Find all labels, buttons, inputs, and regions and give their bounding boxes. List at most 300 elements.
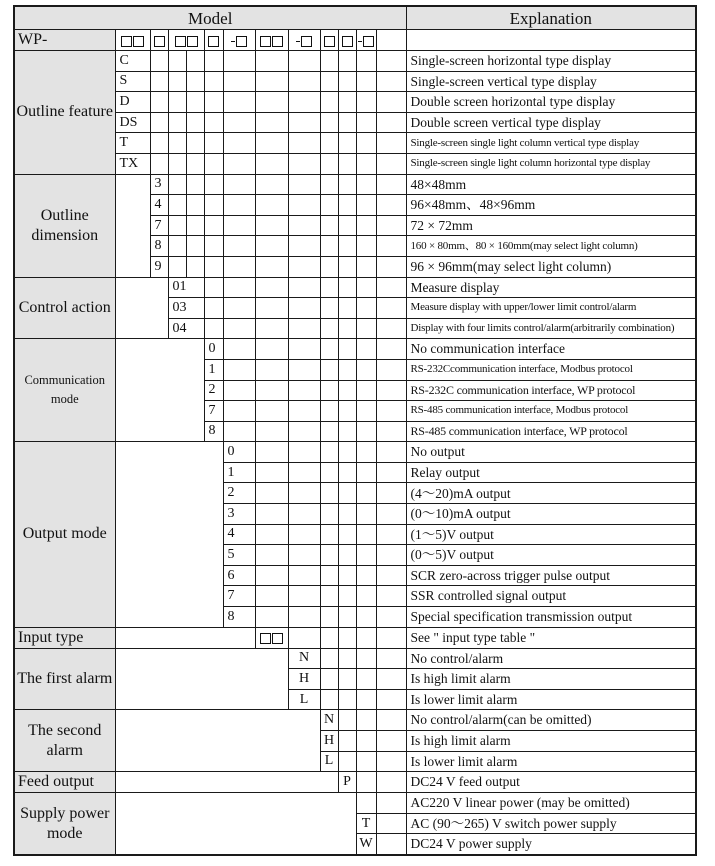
empty-cell [204, 51, 223, 72]
empty-cell [204, 256, 223, 277]
empty-cell [186, 215, 204, 236]
output-mode-explanation: Special specification transmission output [406, 607, 696, 628]
empty-cell [288, 174, 320, 195]
empty-cell [376, 401, 406, 422]
empty-cell [356, 442, 376, 463]
feed-output-row [14, 772, 696, 793]
empty-cell [320, 215, 338, 236]
empty-cell [204, 92, 223, 113]
empty-cell [223, 215, 255, 236]
empty-cell [376, 71, 406, 92]
empty-cell [320, 689, 338, 710]
empty-cell [356, 751, 376, 772]
empty-cell [356, 607, 376, 628]
empty-cell [288, 277, 320, 298]
empty-cell [223, 256, 255, 277]
outline-dimension-explanation: 96 × 96mm(may select light column) [406, 256, 696, 277]
empty-cell [186, 92, 204, 113]
empty-cell [338, 462, 356, 483]
empty-cell [320, 256, 338, 277]
empty-cell [223, 195, 255, 216]
empty-cell [320, 153, 338, 174]
empty-cell [338, 195, 356, 216]
empty-cell [223, 112, 255, 133]
second-alarm-code: N [320, 710, 338, 731]
first-alarm-explanation: Is lower limit alarm [406, 689, 696, 710]
slot-input-type [255, 30, 288, 51]
empty-cell [376, 277, 406, 298]
empty-cell [338, 112, 356, 133]
empty-cell [204, 174, 223, 195]
outline-feature-code: DS [115, 112, 150, 133]
empty-cell [338, 731, 356, 752]
slot-first-alarm [288, 30, 320, 51]
empty-cell [320, 565, 338, 586]
empty-cell [320, 401, 338, 422]
empty-cell [356, 772, 376, 793]
empty-cell [320, 112, 338, 133]
communication-mode-code: 7 [204, 401, 223, 422]
outline-feature-explanation: Single-screen horizontal type display [406, 51, 696, 72]
empty-cell [223, 339, 255, 360]
model-header: Model [14, 6, 406, 30]
empty-cell [376, 710, 406, 731]
communication-mode-code: 1 [204, 359, 223, 380]
explanation-header: Explanation [406, 6, 696, 30]
empty-cell [255, 462, 288, 483]
empty-cell [356, 731, 376, 752]
slot-outline-dimension [150, 30, 168, 51]
empty-cell [356, 339, 376, 360]
empty-cell [320, 174, 338, 195]
supply-power-explanation: DC24 V power supply [406, 834, 696, 855]
empty-cell [288, 545, 320, 566]
outline-feature-row [14, 153, 696, 174]
empty-cell [338, 483, 356, 504]
empty-cell [204, 112, 223, 133]
empty-cell [255, 71, 288, 92]
outline-dimension-explanation: 96×48mm、48×96mm [406, 195, 696, 216]
empty-cell [168, 133, 186, 154]
empty-cell [376, 92, 406, 113]
empty-cell [376, 153, 406, 174]
empty-cell [320, 133, 338, 154]
supply-power-explanation: AC220 V linear power (may be omitted) [406, 793, 696, 814]
empty-cell [150, 71, 168, 92]
empty-cell [168, 215, 186, 236]
empty-cell [150, 153, 168, 174]
supply-power-row [14, 793, 696, 814]
empty-cell [376, 51, 406, 72]
control-action-row [14, 277, 696, 298]
outline-dimension-code: 3 [150, 174, 168, 195]
slot-supply-power [356, 30, 376, 51]
control-action-explanation: Measure display with upper/lower limit control/alarm [406, 298, 696, 319]
outline-dimension-explanation: 48×48mm [406, 174, 696, 195]
empty-cell [356, 236, 376, 257]
empty-cell [338, 524, 356, 545]
communication-mode-explanation: RS-485 communication interface, WP protocol [406, 421, 696, 442]
outline-feature-code: C [115, 51, 150, 72]
supply-power-code: W [356, 834, 376, 855]
second-alarm-explanation: Is lower limit alarm [406, 751, 696, 772]
empty-cell [376, 731, 406, 752]
feed-output-code: P [338, 772, 356, 793]
output-mode-explanation: (0～10)mA output [406, 504, 696, 525]
slot-control-action [168, 30, 204, 51]
empty-cell [376, 462, 406, 483]
second-alarm-code: L [320, 751, 338, 772]
empty-cell [338, 689, 356, 710]
empty-cell [150, 51, 168, 72]
empty-cell [338, 421, 356, 442]
empty-cell [356, 586, 376, 607]
empty-cell [356, 71, 376, 92]
empty-cell [338, 586, 356, 607]
output-mode-explanation: (0～5)V output [406, 545, 696, 566]
communication-mode-label: Communication mode [14, 339, 115, 442]
empty-cell [223, 51, 255, 72]
empty-cell [288, 112, 320, 133]
communication-mode-explanation: RS-485 communication interface, Modbus protocol [406, 401, 696, 422]
model-selection-table [13, 5, 697, 856]
outline-dimension-label: Outline dimension [14, 174, 115, 277]
empty-cell [320, 504, 338, 525]
empty-cell [223, 298, 255, 319]
empty-cell [288, 380, 320, 401]
empty-cell [168, 256, 186, 277]
empty-cell [255, 483, 288, 504]
empty-cell [376, 669, 406, 690]
communication-mode-explanation: RS-232C communication interface, WP protocol [406, 380, 696, 401]
empty-cell [288, 565, 320, 586]
empty-cell [320, 524, 338, 545]
communication-mode-explanation: RS-232Ccommunication interface, Modbus protocol [406, 359, 696, 380]
output-mode-explanation: SCR zero-across trigger pulse output [406, 565, 696, 586]
empty-cell [376, 195, 406, 216]
empty-cell [288, 236, 320, 257]
empty-cell [376, 133, 406, 154]
outline-dimension-explanation: 160 × 80mm、80 × 160mm(may select light column) [406, 236, 696, 257]
output-mode-explanation: No output [406, 442, 696, 463]
slot-output-mode [223, 30, 255, 51]
empty-cell [320, 380, 338, 401]
first-alarm-code: H [288, 669, 320, 690]
empty-cell [186, 51, 204, 72]
output-mode-code: 2 [223, 483, 255, 504]
empty-cell [376, 607, 406, 628]
first-alarm-label: The first alarm [14, 648, 115, 710]
communication-mode-row [14, 339, 696, 360]
empty-cell [320, 236, 338, 257]
empty-cell [150, 92, 168, 113]
empty-cell [376, 504, 406, 525]
empty-cell [356, 256, 376, 277]
empty-cell [150, 133, 168, 154]
empty-cell [376, 483, 406, 504]
empty-cell [376, 298, 406, 319]
empty-cell [338, 751, 356, 772]
empty-cell [204, 236, 223, 257]
empty-cell [338, 71, 356, 92]
empty-cell [288, 92, 320, 113]
empty-cell [338, 298, 356, 319]
empty-cell [186, 256, 204, 277]
empty-cell [255, 51, 288, 72]
empty-cell [223, 236, 255, 257]
outline-feature-explanation: Single-screen vertical type display [406, 71, 696, 92]
empty-cell [255, 256, 288, 277]
empty-cell [338, 442, 356, 463]
empty-cell [356, 277, 376, 298]
second-alarm-label: The second alarm [14, 710, 115, 772]
empty-cell [338, 565, 356, 586]
empty-cell [376, 215, 406, 236]
supply-power-explanation: AC (90～265) V switch power supply [406, 813, 696, 834]
spacer-cell [115, 648, 288, 710]
outline-feature-code: D [115, 92, 150, 113]
empty-cell [376, 318, 406, 339]
empty-cell [356, 174, 376, 195]
empty-cell [168, 51, 186, 72]
empty-cell [320, 277, 338, 298]
empty-cell [320, 318, 338, 339]
empty-cell [168, 153, 186, 174]
second-alarm-code: H [320, 731, 338, 752]
input-type-row [14, 627, 696, 648]
empty-cell [356, 298, 376, 319]
empty-cell [320, 92, 338, 113]
second-alarm-explanation: No control/alarm(can be omitted) [406, 710, 696, 731]
empty-cell [255, 174, 288, 195]
outline-feature-code: TX [115, 153, 150, 174]
empty-cell [150, 112, 168, 133]
empty-cell [204, 215, 223, 236]
empty-cell [320, 51, 338, 72]
spacer-cell [115, 339, 204, 442]
output-mode-code: 4 [223, 524, 255, 545]
empty-cell [288, 524, 320, 545]
empty-cell [376, 586, 406, 607]
empty-cell [356, 669, 376, 690]
empty-cell [204, 298, 223, 319]
empty-cell [288, 153, 320, 174]
empty-cell [356, 421, 376, 442]
empty-cell [356, 689, 376, 710]
empty-cell [186, 236, 204, 257]
empty-cell [288, 71, 320, 92]
empty-cell [356, 627, 376, 648]
empty-cell [223, 359, 255, 380]
empty-cell [288, 51, 320, 72]
empty-cell [376, 793, 406, 814]
empty-cell [376, 545, 406, 566]
empty-cell [255, 586, 288, 607]
empty-cell [288, 318, 320, 339]
outline-dimension-code: 8 [150, 236, 168, 257]
empty-cell [338, 236, 356, 257]
empty-cell [338, 545, 356, 566]
empty-cell [338, 215, 356, 236]
empty-cell [338, 710, 356, 731]
empty-cell [376, 174, 406, 195]
empty-cell [255, 565, 288, 586]
second-alarm-row [14, 710, 696, 731]
empty-cell [376, 648, 406, 669]
empty-cell [338, 504, 356, 525]
empty-cell [255, 298, 288, 319]
empty-cell [376, 689, 406, 710]
empty-cell [376, 339, 406, 360]
empty-cell [356, 565, 376, 586]
first-alarm-explanation: No control/alarm [406, 648, 696, 669]
empty-cell [288, 133, 320, 154]
empty-cell [320, 483, 338, 504]
empty-cell [204, 318, 223, 339]
output-mode-code: 8 [223, 607, 255, 628]
feed-output-explanation: DC24 V feed output [406, 772, 696, 793]
control-action-code: 04 [168, 318, 204, 339]
empty-cell [356, 545, 376, 566]
first-alarm-row [14, 648, 696, 669]
empty-cell [320, 586, 338, 607]
empty-cell [168, 236, 186, 257]
empty-cell [356, 133, 376, 154]
empty-cell [376, 751, 406, 772]
empty-cell [356, 92, 376, 113]
empty-cell [320, 545, 338, 566]
empty-cell [356, 359, 376, 380]
empty-cell [223, 174, 255, 195]
empty-cell [168, 112, 186, 133]
slot-feed-output [338, 30, 356, 51]
empty-cell [255, 380, 288, 401]
empty-cell [255, 442, 288, 463]
empty-cell [356, 648, 376, 669]
empty-cell [320, 71, 338, 92]
outline-dimension-row [14, 174, 696, 195]
outline-feature-code: S [115, 71, 150, 92]
empty-cell [376, 834, 406, 855]
outline-dimension-explanation: 72 × 72mm [406, 215, 696, 236]
empty-cell [320, 627, 338, 648]
outline-feature-row [14, 51, 696, 72]
empty-cell [320, 648, 338, 669]
empty-cell [255, 112, 288, 133]
output-mode-code: 0 [223, 442, 255, 463]
empty-cell [186, 71, 204, 92]
empty-cell [255, 236, 288, 257]
control-action-label: Control action [14, 277, 115, 339]
first-alarm-code: N [288, 648, 320, 669]
empty-cell [338, 648, 356, 669]
empty-cell [223, 277, 255, 298]
empty-cell [338, 359, 356, 380]
empty-cell [356, 524, 376, 545]
control-action-explanation: Measure display [406, 277, 696, 298]
control-action-explanation: Display with four limits control/alarm(arbitrarily combination) [406, 318, 696, 339]
model-selection-table-wrapper [13, 5, 697, 856]
empty-cell [288, 421, 320, 442]
empty-cell [338, 401, 356, 422]
empty-cell [288, 483, 320, 504]
empty-cell [186, 195, 204, 216]
outline-dimension-code: 7 [150, 215, 168, 236]
empty-cell [255, 401, 288, 422]
outline-dimension-code: 4 [150, 195, 168, 216]
empty-cell [376, 565, 406, 586]
slot-second-alarm [320, 30, 338, 51]
empty-cell [204, 153, 223, 174]
empty-cell [338, 133, 356, 154]
empty-cell [204, 133, 223, 154]
control-action-code: 03 [168, 298, 204, 319]
empty-cell [168, 71, 186, 92]
empty-cell [356, 483, 376, 504]
feed-output-label: Feed output [14, 772, 115, 793]
empty-cell [356, 215, 376, 236]
empty-cell [288, 607, 320, 628]
empty-cell [356, 710, 376, 731]
empty-cell [186, 174, 204, 195]
empty-cell [288, 586, 320, 607]
empty-cell [223, 401, 255, 422]
input-type-explanation: See " input type table " [406, 627, 696, 648]
outline-feature-row [14, 92, 696, 113]
empty-cell [186, 153, 204, 174]
empty-cell [255, 215, 288, 236]
empty-cell [320, 298, 338, 319]
empty-cell [288, 298, 320, 319]
empty-cell [376, 813, 406, 834]
empty-cell [255, 421, 288, 442]
empty-cell [320, 607, 338, 628]
empty-cell [338, 318, 356, 339]
communication-mode-code: 2 [204, 380, 223, 401]
empty-cell [320, 359, 338, 380]
empty-cell [204, 71, 223, 92]
empty-cell [356, 380, 376, 401]
empty-cell [255, 607, 288, 628]
outline-feature-row [14, 133, 696, 154]
empty-cell [255, 277, 288, 298]
empty-cell [338, 607, 356, 628]
empty-cell [338, 277, 356, 298]
empty-cell [255, 359, 288, 380]
empty-cell [376, 256, 406, 277]
prefix-explanation [406, 30, 696, 51]
empty-cell [255, 133, 288, 154]
spacer-cell [115, 442, 223, 627]
empty-cell [288, 627, 320, 648]
empty-cell [356, 462, 376, 483]
slot-outline-feature [115, 30, 150, 51]
empty-cell [356, 504, 376, 525]
supply-power-code: T [356, 813, 376, 834]
empty-cell [288, 401, 320, 422]
empty-cell [204, 195, 223, 216]
empty-cell [223, 318, 255, 339]
empty-cell [168, 195, 186, 216]
first-alarm-code: L [288, 689, 320, 710]
empty-cell [338, 669, 356, 690]
empty-cell [223, 71, 255, 92]
outline-feature-explanation: Single-screen single light column vertical type display [406, 133, 696, 154]
input-type-code [255, 627, 288, 648]
empty-cell [356, 318, 376, 339]
empty-cell [255, 195, 288, 216]
empty-cell [356, 401, 376, 422]
